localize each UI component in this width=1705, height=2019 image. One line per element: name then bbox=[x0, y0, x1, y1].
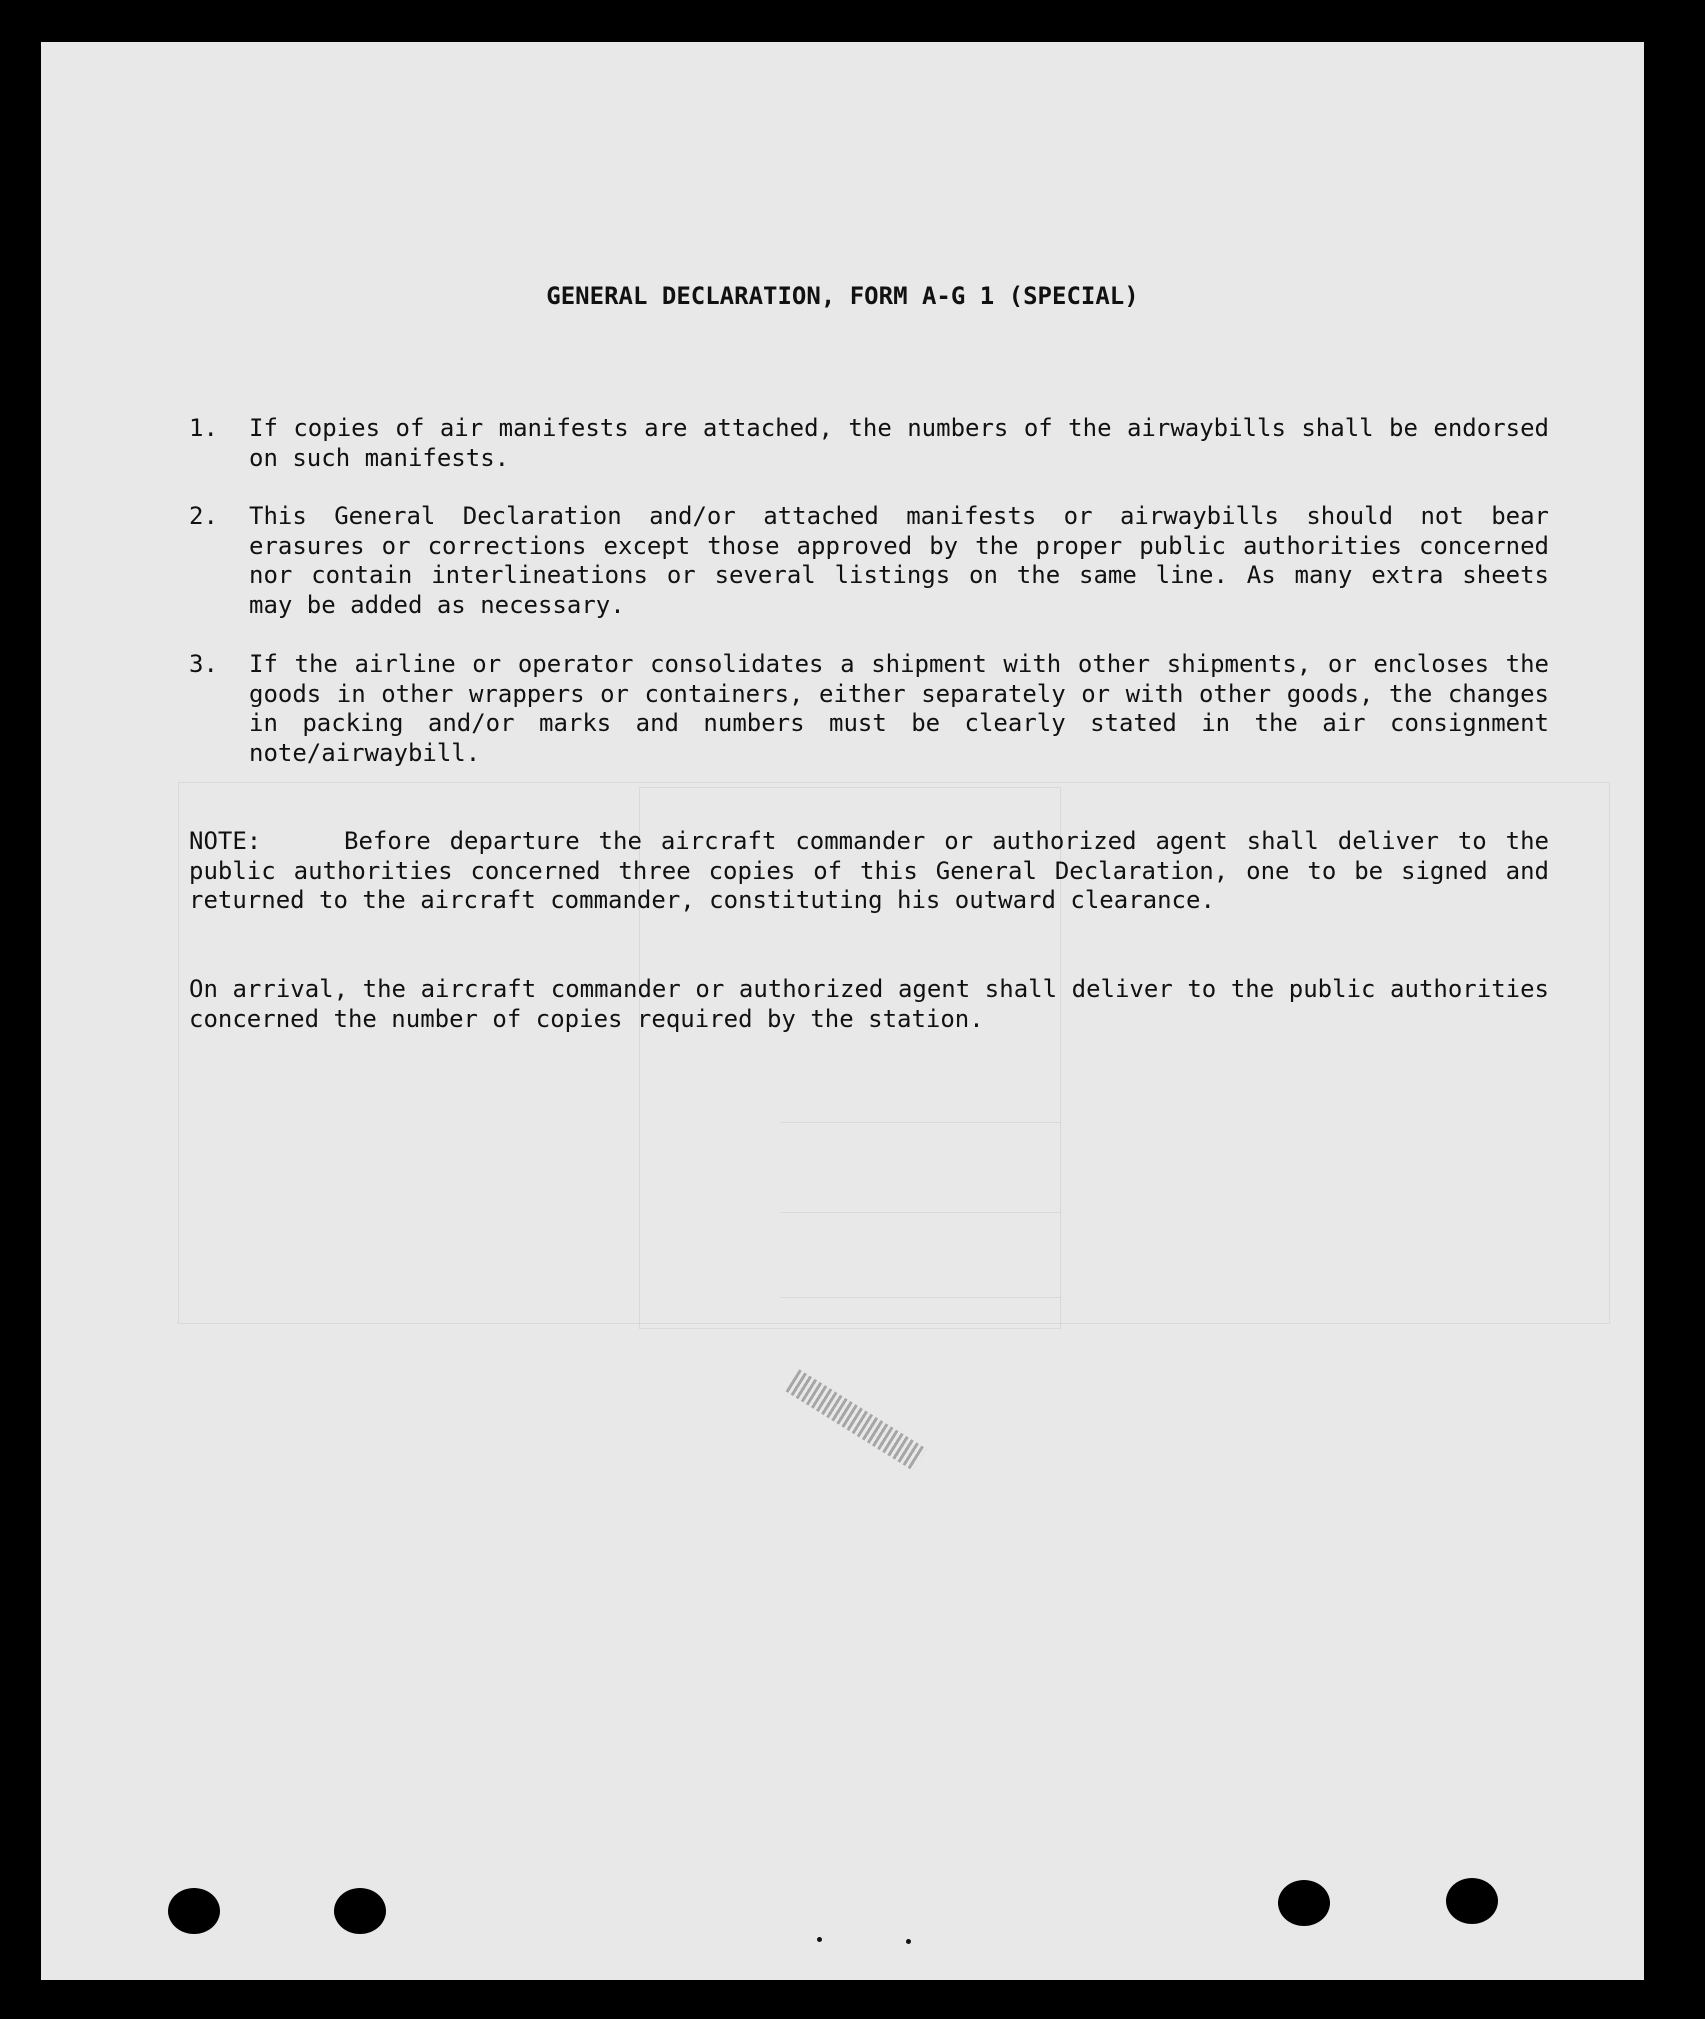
speck bbox=[817, 1937, 822, 1942]
bleed-through-line bbox=[781, 1297, 1061, 1298]
speck bbox=[906, 1939, 911, 1944]
ink-stamp-smudge bbox=[786, 1369, 927, 1471]
list-item-number: 1. bbox=[189, 414, 218, 442]
bleed-through-line bbox=[781, 1122, 1061, 1123]
note-paragraph bbox=[189, 827, 1549, 916]
list-item-number: 3. bbox=[189, 650, 218, 678]
punch-hole bbox=[1278, 1880, 1330, 1926]
punch-hole bbox=[1446, 1878, 1498, 1924]
bleed-through-line bbox=[781, 1212, 1061, 1213]
list-item bbox=[189, 502, 1549, 620]
list-item bbox=[189, 414, 1549, 473]
list-item-text: This General Declaration and/or attached manifests or airwaybills should not bear erasures or corrections except those approved by the proper public authorities concerned nor contain interlineations or several listings on the same line. As many extra sheets may be added as necessary. bbox=[249, 502, 1549, 619]
note-label: NOTE: bbox=[189, 827, 262, 855]
document-page bbox=[41, 42, 1644, 1980]
list-item-text: If copies of air manifests are attached, the numbers of the airwaybills shall be endorsed on such manifests. bbox=[249, 414, 1549, 472]
punch-hole bbox=[168, 1888, 220, 1934]
punch-hole bbox=[334, 1888, 386, 1934]
list-item-text: If the airline or operator consolidates a shipment with other shipments, or encloses the goods in other wrappers or containers, either separately or with other goods, the changes in packing and/or marks and numbers must be clearly stated in the air consignment note/airwaybill. bbox=[249, 650, 1549, 767]
list-item bbox=[189, 650, 1549, 768]
arrival-paragraph: On arrival, the aircraft commander or authorized agent shall deliver to the public authorities concerned the number of copies required by the station. bbox=[189, 975, 1549, 1033]
note-text: Before departure the aircraft commander or authorized agent shall deliver to the public authorities concerned three copies of this General Declaration, one to be signed and returned to the aircraft commander, constituting his outward clearance. bbox=[189, 827, 1549, 914]
list-item-number: 2. bbox=[189, 502, 218, 530]
document-title: GENERAL DECLARATION, FORM A-G 1 (SPECIAL) bbox=[546, 282, 1139, 310]
